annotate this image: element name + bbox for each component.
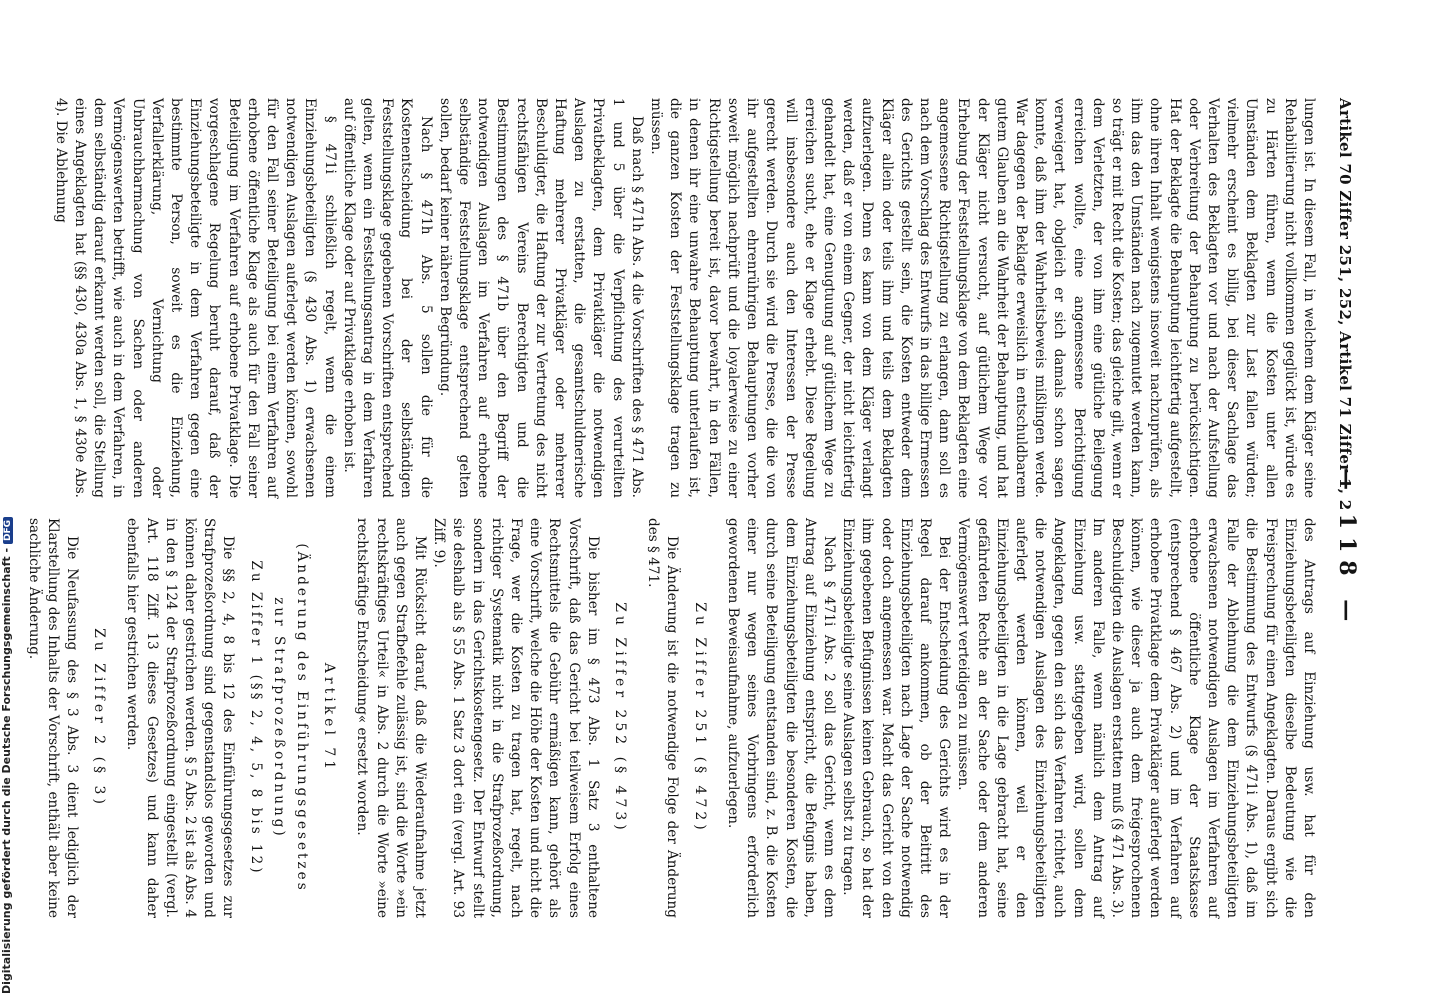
paragraph: § 471i schließlich regelt, wenn die einem Einziehungsbeteiligten (§ 430 Abs. 1) erwachsenen notwendigen Auslagen auferlegt werden können, sowohl für den Fall seiner Beteiligung bei einem Verfahren auf erhobene öffentliche Klage als auch für den Fall seiner Beteiligung im Verfahren auf erhobene Privatklage. Die vorgeschlagene Regelung beruht darauf, daß der Einziehungsbeteiligte in dem Verfahren gegen eine bestimmte Person, soweit es die Einziehung, Verfallerklärung, Vernichtung oder Unbrauchbarmachung von Sachen oder anderen Vermögenswerten betrifft, wie auch in dem Verfahren, in dem selbständig darauf erkannt werden soll, die Stellung eines Angeklagten hat (§§ 430, 430a Abs. 1, § 430e Abs. 4). Die Ablehnung	[52, 98, 338, 498]
paragraph: Bei der Entscheidung des Gerichts wird es in der Regel darauf ankommen, ob der Beitritt des Einziehungsbeteiligten nach Lage der Sache notwendig oder doch angemessen war. Macht das Gericht von den ihm gegebenen Befugnissen keinen Gebrauch, so hat der Einziehungsbeteiligte seine Auslagen selbst zu tragen.	[840, 518, 953, 918]
paragraph: Daß nach § 471h Abs. 4 die Vorschriften des § 471 Abs. 1 und 5 über die Verpflichtung des verurteilten Privatbeklagten, dem Privatkläger die notwendigen Auslagen zu erstatten, die gesamtschuldnerische Haftung mehrerer Privatkläger oder mehrerer Beschuldigter, die Haftung der zur Vertretung des nicht rechtsfähigen Vereins Berechtigten und die Bestimmungen des § 471b über den Begriff der notwendigen Auslagen im Verfahren auf erhobene selbständige Feststellungsklage entsprechend gelten sollen, bedarf keiner näheren Begründung.	[436, 98, 645, 498]
paragraph: Die Neufassung des § 3 Abs. 3 dient lediglich der Klarstellung des Inhalts der Vorschrift, enthält aber keine sachliche Änderung.	[25, 518, 81, 918]
section-heading-ziffer-252: Zu Ziffer 252 (§ 473)	[612, 602, 629, 834]
article-subheading: (Änderung des Einführungsgesetzes	[294, 543, 311, 893]
section-heading-ziffer-251: Zu Ziffer 251 (§ 472)	[691, 602, 708, 834]
article-heading-71: Artikel 71	[321, 662, 338, 774]
dfg-logo: DFG	[3, 517, 13, 544]
paragraph: Die §§ 2, 4, 8 bis 12 des Einführungsgesetzes zur Strafprozeßordnung sind gegenstandslos geworden und können daher gestrichen werden. § 5 Abs. 2 ist als Abs. 4 in den § 124 der Strafprozeßordnung eingestellt (vergl. Art. 118 Ziff. 13 dieses Gesetzes) und kann daher ebenfalls hier gestrichen werden.	[124, 518, 237, 918]
paragraph: Die Änderung ist die notwendige Folge der Änderung des § 471.	[645, 518, 681, 918]
rotated-page	[25, 98, 1360, 958]
article-subheading: zur Strafprozeßordnung)	[270, 597, 287, 839]
paragraph: Die bisher im § 473 Abs. 1 Satz 3 enthaltene Vorschrift, daß das Gericht bei teilweisem Erfolg eines Rechtsmittels die Gebühr ermäßigen kann, gehört als eine Vorschrift, welche die Höhe der Kosten und nicht die Frage, wer die Kosten zu tragen hat, regelt, nach richtiger Systematik nicht in die Strafprozeßordnung, sondern in das Gerichtskostengesetz. Der Entwurf stellt sie deshalb als § 55 Abs. 1 Satz 3 dort ein (vergl. Art. 93 Ziff. 9).	[431, 518, 601, 918]
paragraph: Mit Rücksicht darauf, daß die Wiederaufnahme jetzt auch gegen Strafbefehle zulässig ist, sind die Worte »ein rechtskräftiges Urteil« in Abs. 2 durch die Worte »eine rechtskräftige Entscheidung« ersetzt worden.	[354, 518, 429, 918]
right-column	[23, 518, 1318, 918]
section-heading-ziffer-2: Zu Ziffer 2 (§ 3)	[91, 628, 108, 808]
running-header	[1328, 98, 1360, 958]
paragraph: Nach § 471h Abs. 5 sollen die für die Kostenentscheidung bei der selbständigen Feststellungsklage gegebenen Vorschriften entsprechend gelten, wenn ein Feststellungsantrag in dem Verfahren auf öffentliche Klage oder auf Privatklage erhoben ist.	[340, 98, 434, 498]
paragraph: lungen ist. In diesem Fall, in welchem dem Kläger seine Rehabilitierung nicht vollkommen geglückt ist, würde es zu Härten führen, wenn die Kosten unter allen Umständen dem Beklagten zur Last fallen würden; vielmehr erscheint es billig, bei dieser Sachlage das Verhalten des Beklagten vor und nach der Aufstellung oder Verbreitung der Behauptung zu berücksichtigen. Hat der Beklagte die Behauptung leichtfertig aufgestellt, ohne ihren Inhalt wenigstens insoweit nachzuprüfen, als ihm das den Umständen nach zugemutet werden kann, so trägt er mit Recht die Kosten; das gleiche gilt, wenn er dem Verletzten, der von ihm eine gütliche Beilegung erreichen wollte, eine angemessene Berichtigung verweigert hat, obgleich er sich damals schon sagen konnte, daß ihm der Wahrheitsbeweis mißlingen werde. War dagegen der Beklagte erweislich in entschuldbarem gutem Glauben an die Wahrheit der Behauptung, und hat der Kläger nicht versucht, auf gütlichem Wege vor Erhebung der Feststellungsklage von dem Beklagten eine angemessene Richtigstellung zu erlangen, dann soll es nach dem Vorschlag des Entwurfs in das billige Ermessen des Gerichts gestellt sein, die Kosten entweder dem Kläger allein oder teils ihm und teils dem Beklagten aufzuerlegen. Denn es kann von dem Kläger verlangt werden, daß er von einem Gegner, der nicht leichtfertig gehandelt hat, eine Genugtuung auf gütlichem Wege zu erreichen sucht, ehe er Klage erhebt. Diese Regelung will insbesondere auch den Interessen der Presse gerecht werden. Durch sie wird die Presse, die die von ihr aufgestellten ehrenrührigen Behauptungen vorher soweit möglich nachprüft und die loyalerweise zu einer Richtigstellung bereit ist, davor bewahrt, in den Fällen, in denen ihr eine unwahre Behauptung unterlaufen ist, die ganzen Kosten der Feststellungsklage tragen zu müssen.	[648, 98, 1317, 498]
header-article-reference: Artikel 70 Ziffer 251, 252, Artikel 71 Ziffer 1, 2	[1336, 98, 1354, 511]
paragraph: Nach § 471i Abs. 2 soll das Gericht, wenn es dem Antrag auf Einziehung entspricht, die Befugnis haben, dem Einziehungsbeteiligten die besonderen Kosten, die durch seine Beteiligung entstanden sind, z. B. die Kosten einer nur wegen seines Vorbringens erforderlich gewordenen Beweisaufnahme, aufzuerlegen.	[724, 518, 837, 918]
digitization-credit	[0, 519, 16, 994]
section-heading-ziffer-1: Zu Ziffer 1 (§§ 2, 4, 5, 8 bis 12)	[247, 560, 264, 876]
page-number: — 118 —	[1334, 468, 1360, 630]
paragraph: des Antrags auf Einziehung usw. hat für den Einziehungsbeteiligten dieselbe Bedeutung wie die Freisprechung für einen Angeklagten. Daraus ergibt sich die Bestimmung des Entwurfs (§ 471i Abs. 1), daß im Falle der Ablehnung die dem Einziehungsbeteiligten erwachsenen notwendigen Auslagen im Verfahren auf erhobene öffentliche Klage der Staatskasse (entsprechend § 467 Abs. 2) und im Verfahren auf erhobene Privatklage dem Privatkläger auferlegt werden können, wie dieser ja auch dem freigesprochenen Beschuldigten die Auslagen erstatten muß (§ 471 Abs. 3). Im anderen Falle, wenn nämlich dem Antrag auf Einziehung usw. stattgegeben wird, sollen dem Angeklagten, gegen den sich das Verfahren richtet, auch die notwendigen Auslagen des Einziehungsbeteiligten auferlegt werden können, weil er den Einziehungsbeteiligten in die Lage gebracht hat, seine gefährdeten Rechte an der Sache oder dem anderen Vermögenswert verteidigen zu müssen.	[955, 518, 1317, 918]
left-column	[51, 98, 1318, 498]
digitization-credit-text: Digitalisierung gefördert durch die Deutsche Forschungsgemeinschaft -	[0, 547, 13, 994]
